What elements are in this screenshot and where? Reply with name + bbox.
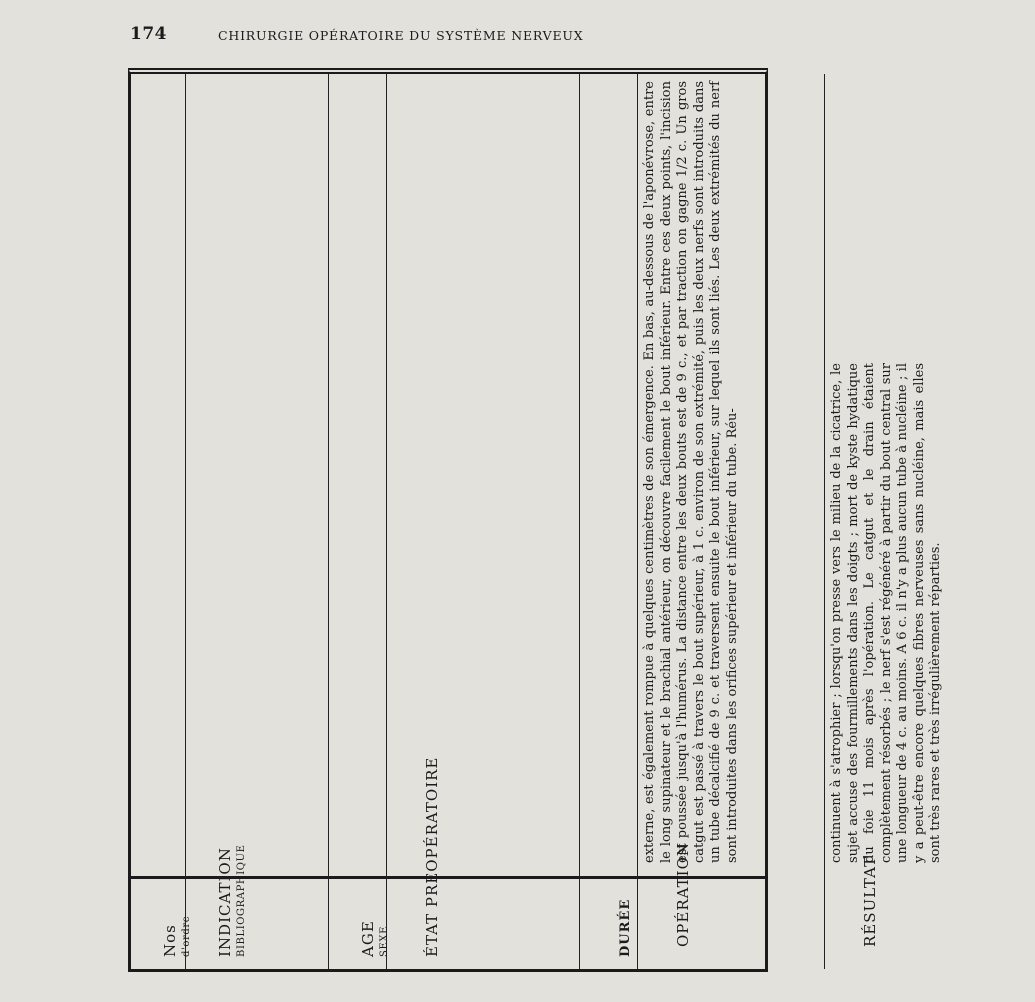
- column-no: [131, 74, 192, 969]
- rotated-table-frame: [128, 68, 943, 972]
- column-subheader-sexe: SEXE: [378, 926, 390, 957]
- column-header-etat: ÉTAT PRÉOPÉRATOIRE: [423, 756, 441, 957]
- column-etat: [387, 74, 580, 969]
- running-title: CHIRURGIE OPÉRATOIRE DU SYSTÈME NERVEUX: [218, 28, 584, 43]
- column-header-age: AGE: [358, 920, 377, 957]
- column-header-duree: DURÉE: [617, 898, 633, 957]
- column-age: [329, 74, 390, 969]
- column-subheader-no: d'ordre: [180, 915, 192, 957]
- column-resultat: [825, 74, 1035, 969]
- column-header-no: Nos: [160, 924, 179, 957]
- column-header-resultat: RÉSULTAT: [861, 855, 879, 947]
- page-number: 174: [130, 24, 167, 44]
- column-duree: [580, 74, 638, 969]
- column-indication: [186, 74, 329, 969]
- column-subheader-indication: BIBLIOGRAPHIQUE: [235, 844, 247, 957]
- column-header-indication: INDICATION: [215, 847, 234, 957]
- column-operation: [638, 74, 825, 969]
- data-table: [128, 68, 943, 972]
- column-header-operation: OPÉRATION: [674, 842, 692, 947]
- resultat-text: continuent à s'atrophier ; lorsqu'on presse vers le milieu de la cicatrice, le sujet accuse des fourmillements dans les doigts ; mort de kyste hydatique du foie 11 mois après l'opération. Le catgut et le drain étaient complètement résorbés ; le nerf s'est régénéré à partir du bout central sur une longueur de 4 c. au moins. A 6 c. il n'y a plus aucun tube à nucléine ; il y a peut-être encore quelques fibres nerveuses sans nucléine, mais elles sont très rares et très irrégulièrement réparties.: [829, 363, 943, 863]
- operation-text: externe, est également rompue à quelques centimètres de son émergence. En bas, au-dessous de l'aponévrose, entre le long supinateur et le brachial antérieur, on découvre facilement le bout inférieur. Entre ces deux points, l'incision est poussée jusqu'à l'humérus. La distance entre les deux bouts est de 9 c., et par traction on gagne 1/2 c. Un gros catgut est passé à travers le bout supérieur, à 1 c. environ de son extrémité, puis les deux nerfs sont introduits dans un tube décalcifié de 9 c. et traversent ensuite le bout inférieur, sur lequel ils sont liés. Les deux extrémités du nerf sont introduites dans les orifices supérieur et inférieur du tube. Réu-: [642, 81, 740, 863]
